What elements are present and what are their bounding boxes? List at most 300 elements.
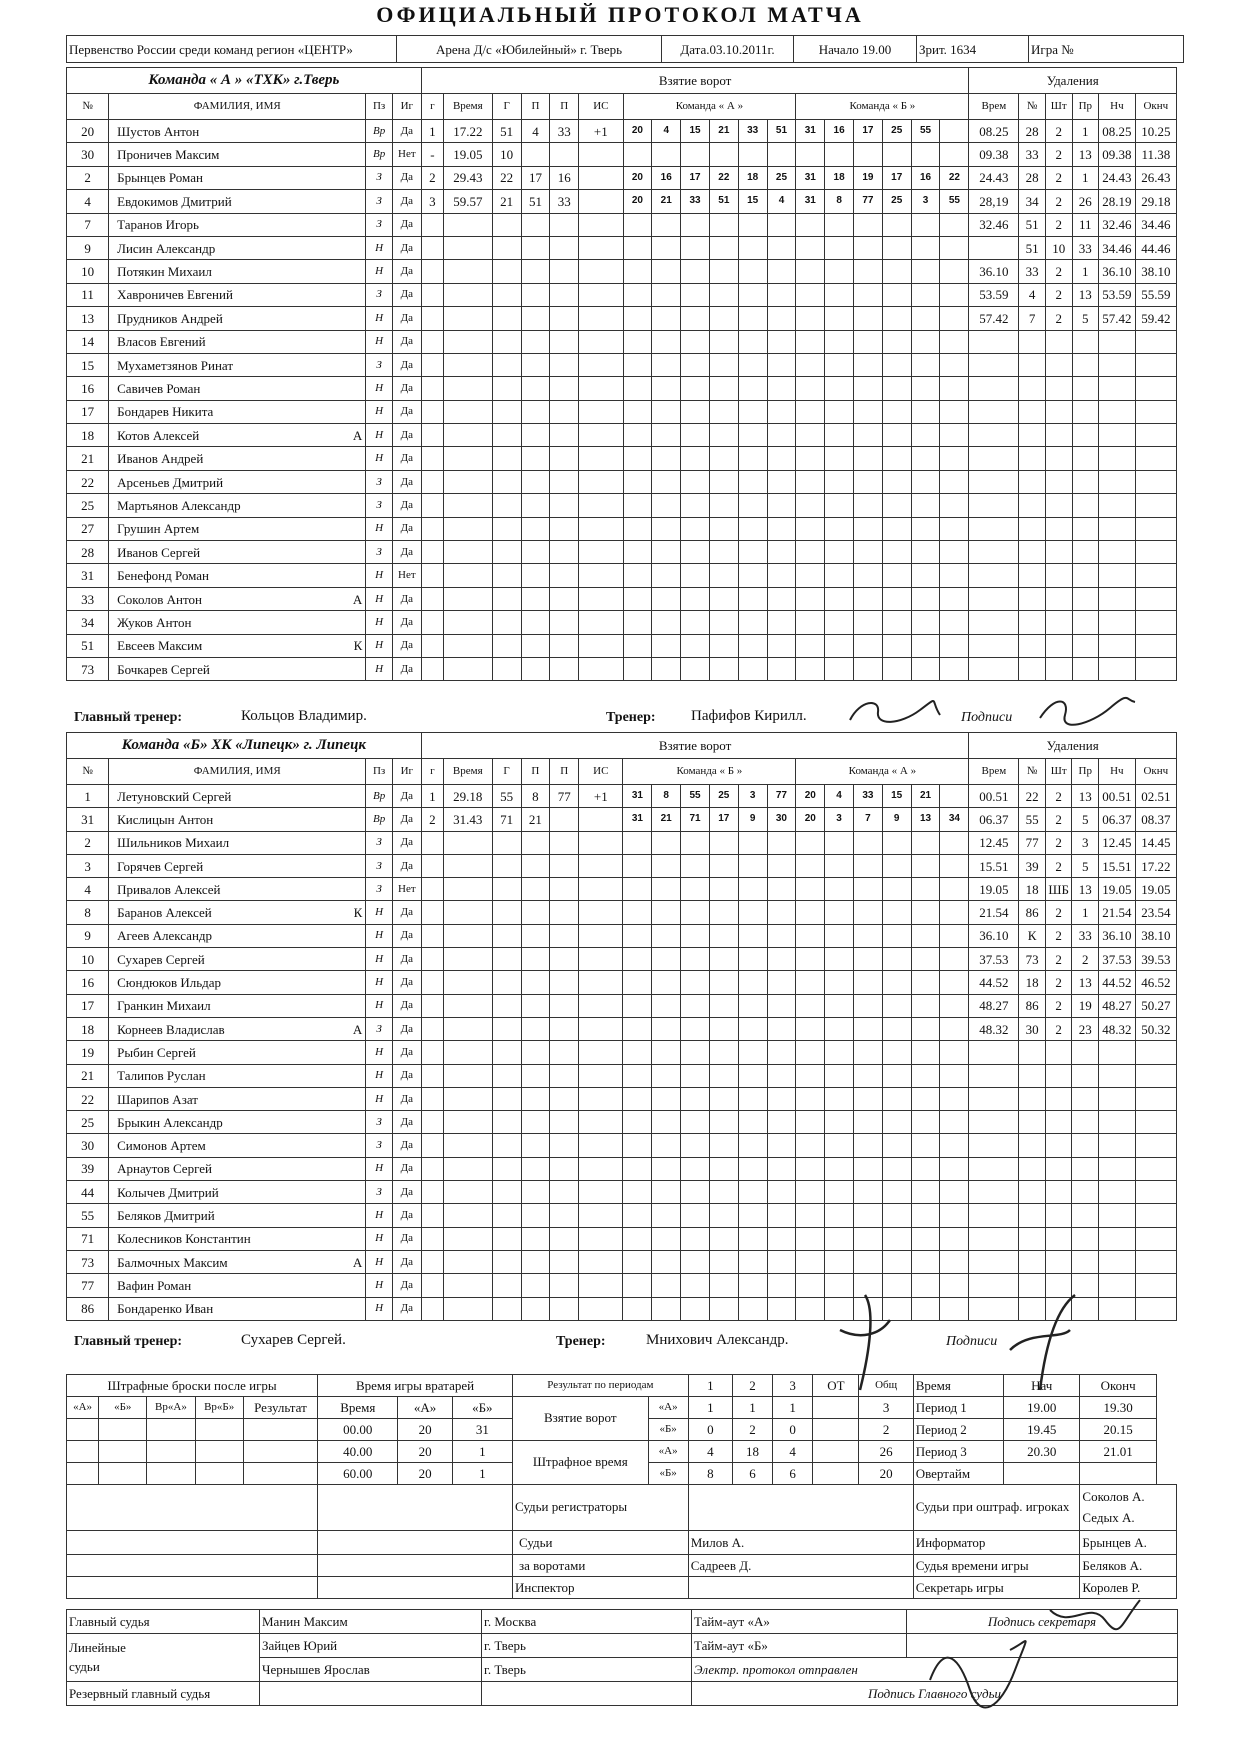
- penalty-cell-empty: [1045, 1157, 1072, 1180]
- goal-cell-empty: [825, 1157, 854, 1180]
- penalty-cell-empty: [969, 1087, 1019, 1110]
- gk-cell: 60.00: [318, 1463, 398, 1485]
- goal-cell-empty: [492, 1017, 521, 1040]
- player-name-cell: [109, 353, 366, 376]
- player-row: [67, 447, 1177, 470]
- penalty-cell-empty: [1019, 1181, 1046, 1204]
- penalty-cell: К: [1019, 924, 1046, 947]
- player-name-cell: [109, 994, 366, 1017]
- goal-cell-empty: [940, 587, 969, 610]
- goal-cell-empty: [623, 307, 652, 330]
- penalty-cell-empty: [1099, 470, 1136, 493]
- goal-cell-empty: [443, 611, 492, 634]
- penalty-cell: 37.53: [969, 948, 1019, 971]
- score-cell: 1: [773, 1397, 813, 1419]
- player-number: 10: [67, 260, 109, 283]
- goal-cell-empty: [940, 470, 969, 493]
- penalty-cell-empty: [1045, 587, 1072, 610]
- player-position: Вр: [366, 120, 393, 143]
- goal-cell-empty: [940, 1250, 969, 1273]
- player-name: Мартьянов Александр: [117, 497, 241, 513]
- penalty-cell: 2: [1045, 948, 1072, 971]
- player-number: 28: [67, 541, 109, 564]
- goal-cell-empty: [911, 1227, 940, 1250]
- goal-scorer: 71: [492, 808, 521, 831]
- player-number: 22: [67, 470, 109, 493]
- goal-cell-empty: [681, 1064, 710, 1087]
- goal-cell-empty: [623, 878, 652, 901]
- goal-cell-empty: [681, 260, 710, 283]
- penalty-cell-empty: [1135, 1157, 1176, 1180]
- player-position: З: [366, 1134, 393, 1157]
- player-row: [67, 353, 1177, 376]
- goal-cell-empty: [550, 400, 579, 423]
- penalty-cell: 33: [1072, 924, 1099, 947]
- on-ice-opp: 16: [825, 120, 854, 143]
- on-ice-opp: 9: [882, 808, 911, 831]
- goal-cell-empty: [853, 924, 882, 947]
- head-coach-label: Главный тренер:: [74, 1334, 183, 1349]
- on-ice-opp: [940, 120, 969, 143]
- player-position: Н: [366, 1087, 393, 1110]
- player-played: Да: [392, 283, 421, 306]
- goal-cell-empty: [681, 494, 710, 517]
- goal-cell-empty: [882, 424, 911, 447]
- goal-cell-empty: [882, 541, 911, 564]
- player-position: Вр: [366, 808, 393, 831]
- penalty-cell-empty: [1045, 657, 1072, 680]
- player-number: 10: [67, 948, 109, 971]
- goal-cell-empty: [681, 517, 710, 540]
- player-name-cell: [109, 236, 366, 259]
- goal-cell-empty: [623, 587, 652, 610]
- gk-header: Время: [318, 1397, 398, 1419]
- goal-cell-empty: [709, 634, 738, 657]
- player-name-cell: [109, 307, 366, 330]
- goal-cell-empty: [521, 307, 550, 330]
- goal-cell-empty: [853, 1134, 882, 1157]
- on-ice-own: 25: [709, 785, 738, 808]
- goal-cell-empty: [652, 283, 681, 306]
- penalty-cell: 2: [1045, 213, 1072, 236]
- penalty-cell-empty: [1019, 1134, 1046, 1157]
- goal-cell-empty: [579, 634, 623, 657]
- goal-judge-1: Милов А.: [688, 1531, 913, 1555]
- goal-cell-empty: [853, 1157, 882, 1180]
- pim-total: 26: [859, 1441, 913, 1463]
- player-played: Да: [392, 854, 421, 877]
- team-label: «Б»: [648, 1419, 688, 1441]
- penalty-cell-empty: [969, 1111, 1019, 1134]
- goal-cell-empty: [796, 260, 825, 283]
- linesmen-label: [67, 1634, 260, 1682]
- goal-cell-empty: [825, 564, 854, 587]
- goal-cell-empty: [911, 831, 940, 854]
- goal-cell-empty: [443, 901, 492, 924]
- penalty-cell: 19: [1072, 994, 1099, 1017]
- goal-cell-empty: [521, 564, 550, 587]
- goal-cell-empty: [825, 213, 854, 236]
- player-played: Да: [392, 330, 421, 353]
- goal-cell-empty: [443, 1111, 492, 1134]
- goal-cell-empty: [709, 948, 738, 971]
- penalty-cell-empty: [1045, 470, 1072, 493]
- goal-cell-empty: [421, 657, 443, 680]
- player-played: Да: [392, 517, 421, 540]
- on-ice-own: 71: [681, 808, 710, 831]
- player-name: Бочкарев Сергей: [117, 661, 210, 677]
- goal-cell-empty: [709, 657, 738, 680]
- on-ice-opp: [940, 143, 969, 166]
- column-header: ИС: [579, 94, 623, 120]
- goal-cell-empty: [443, 1297, 492, 1320]
- player-row: [67, 236, 1177, 259]
- goal-cell-empty: [443, 213, 492, 236]
- goal-cell-empty: [443, 971, 492, 994]
- penalty-cell-empty: [969, 517, 1019, 540]
- goal-cell-empty: [579, 1227, 623, 1250]
- goal-cell-empty: [421, 1064, 443, 1087]
- goal-cell-empty: [492, 1181, 521, 1204]
- goals-title: Взятие ворот: [421, 733, 969, 759]
- goal-scorer: 22: [492, 166, 521, 189]
- penalty-cell-empty: [969, 564, 1019, 587]
- goal-cell-empty: [767, 1017, 796, 1040]
- player-position: Н: [366, 447, 393, 470]
- goal-cell-empty: [709, 611, 738, 634]
- goal-cell-empty: [767, 213, 796, 236]
- goal-cell-empty: [421, 564, 443, 587]
- goal-cell-empty: [521, 353, 550, 376]
- goal-cell-empty: [492, 260, 521, 283]
- goal-cell-empty: [940, 1064, 969, 1087]
- goal-cell-empty: [738, 1017, 767, 1040]
- goal-cell-empty: [443, 353, 492, 376]
- on-ice-own: 20: [623, 190, 652, 213]
- penalty-cell-empty: [1099, 1134, 1136, 1157]
- goal-cell-empty: [681, 377, 710, 400]
- penalty-cell: 51: [1019, 213, 1046, 236]
- penalty-cell-empty: [1072, 517, 1099, 540]
- player-role: А: [352, 427, 363, 443]
- goal-cell-empty: [652, 657, 681, 680]
- penalty-cell: 13: [1072, 143, 1099, 166]
- penalty-header: Нч: [1099, 94, 1136, 120]
- goal-cell-empty: [652, 447, 681, 470]
- goal-cell-empty: [421, 1111, 443, 1134]
- goal-cell-empty: [681, 1181, 710, 1204]
- player-played: Да: [392, 1064, 421, 1087]
- goal-cell-empty: [940, 1111, 969, 1134]
- goal-cell-empty: [681, 541, 710, 564]
- goal-cell-empty: [767, 1250, 796, 1273]
- goal-cell-empty: [421, 878, 443, 901]
- tournament: Первенство России среди команд регион «ЦЕНТР»: [67, 36, 397, 63]
- goal-cell-empty: [796, 948, 825, 971]
- penalty-cell-empty: [1045, 1227, 1072, 1250]
- goal-cell-empty: [550, 470, 579, 493]
- goal-cell-empty: [623, 657, 652, 680]
- goal-cell-empty: [521, 1204, 550, 1227]
- player-number: 31: [67, 564, 109, 587]
- penalty-cell-empty: [1099, 587, 1136, 610]
- goal-cell-empty: [882, 657, 911, 680]
- penalty-cell: 48.32: [969, 1017, 1019, 1040]
- player-position: Н: [366, 1041, 393, 1064]
- goal-cell-empty: [652, 1111, 681, 1134]
- time-header: Оконч: [1080, 1375, 1156, 1397]
- player-number: 25: [67, 494, 109, 517]
- goal-cell-empty: [911, 657, 940, 680]
- goal-cell-empty: [443, 400, 492, 423]
- column-header: Г: [492, 759, 521, 785]
- on-ice-own: 21: [652, 190, 681, 213]
- goal-cell-empty: [854, 611, 883, 634]
- goal-cell-empty: [681, 971, 710, 994]
- goal-cell-empty: [521, 948, 550, 971]
- goal-cell-empty: [623, 1250, 652, 1273]
- coach-name: Пафифов Кирилл.: [691, 708, 807, 724]
- penalties-title: Удаления: [969, 68, 1177, 94]
- player-row: [67, 878, 1177, 901]
- player-name-cell: [109, 400, 366, 423]
- penalty-cell-empty: [1045, 1087, 1072, 1110]
- penalty-cell: 09.38: [969, 143, 1019, 166]
- goal-cell-empty: [940, 213, 969, 236]
- goal-cell-empty: [709, 924, 738, 947]
- periods-title: Результат по периодам: [512, 1375, 688, 1397]
- goal-cell-empty: [825, 260, 854, 283]
- goal-cell-empty: [443, 1157, 492, 1180]
- gk-header: «А»: [398, 1397, 452, 1419]
- goal-cell-empty: [709, 517, 738, 540]
- goal-cell-empty: [579, 924, 623, 947]
- goal-cell-empty: [796, 517, 825, 540]
- penalty-cell: 46.52: [1135, 971, 1176, 994]
- goal-cell-empty: [882, 971, 911, 994]
- goal-cell-empty: [443, 587, 492, 610]
- player-played: Да: [392, 1087, 421, 1110]
- player-name: Савичев Роман: [117, 380, 201, 396]
- player-position: Н: [366, 564, 393, 587]
- secretary-label: Секретарь игры: [913, 1577, 1080, 1599]
- goal-cell-empty: [521, 924, 550, 947]
- pim-total: 20: [859, 1463, 913, 1485]
- player-number: 77: [67, 1274, 109, 1297]
- team-b-signatures: [800, 1290, 1100, 1400]
- player-row: [67, 1111, 1177, 1134]
- goal-cell-empty: [579, 400, 623, 423]
- goal-cell-empty: [796, 657, 825, 680]
- goal-cell-empty: [825, 494, 854, 517]
- penalty-cell-empty: [969, 494, 1019, 517]
- on-ice-opp: 13: [911, 808, 940, 831]
- penalty-cell: 17.22: [1135, 854, 1176, 877]
- goal-cell-empty: [443, 517, 492, 540]
- goal-cell-empty: [521, 831, 550, 854]
- goal-cell-empty: [911, 994, 940, 1017]
- goal-cell-empty: [709, 470, 738, 493]
- goal-cell-empty: [579, 1250, 623, 1273]
- penalty-header: Шт: [1045, 94, 1072, 120]
- goal-cell-empty: [443, 564, 492, 587]
- goal-cell-empty: [882, 1111, 911, 1134]
- player-number: 8: [67, 901, 109, 924]
- goal-cell-empty: [882, 831, 911, 854]
- gk-cell: 1: [452, 1441, 512, 1463]
- player-position: З: [366, 213, 393, 236]
- goal-cell-empty: [681, 831, 710, 854]
- secretary: Королев Р.: [1080, 1577, 1177, 1599]
- player-number: 4: [67, 190, 109, 213]
- goal-cell-empty: [796, 924, 825, 947]
- goal-cell-empty: [882, 634, 911, 657]
- player-name: Балмочных Максим: [117, 1254, 228, 1270]
- player-name-cell: [109, 166, 366, 189]
- penalty-cell: 38.10: [1135, 924, 1176, 947]
- penalty-cell: 11: [1072, 213, 1099, 236]
- player-name-cell: [109, 260, 366, 283]
- penalty-cell-empty: [1045, 377, 1072, 400]
- goal-cell-empty: [738, 470, 767, 493]
- goal-cell-empty: [681, 634, 710, 657]
- shootout-header: «Б»: [99, 1397, 147, 1419]
- goal-cell-empty: [940, 541, 969, 564]
- linesman-1-city: г. Тверь: [482, 1634, 692, 1658]
- on-ice-opp: [854, 143, 883, 166]
- goal-cell-empty: [853, 994, 882, 1017]
- team-title: Команда «Б» ХК «Липецк» г. Липецк: [67, 733, 422, 759]
- goal-cell-empty: [443, 1204, 492, 1227]
- penalty-cell-empty: [1135, 1204, 1176, 1227]
- goal-cell-empty: [492, 1204, 521, 1227]
- player-name-cell: [109, 1041, 366, 1064]
- player-position: З: [366, 353, 393, 376]
- reserve-referee-label: Резервный главный судья: [67, 1682, 260, 1706]
- period-start: 19.45: [1004, 1419, 1080, 1441]
- goal-cell-empty: [911, 213, 940, 236]
- penalty-cell-empty: [1045, 564, 1072, 587]
- goal-cell-empty: [854, 564, 883, 587]
- penalty-cell-empty: [1135, 1064, 1176, 1087]
- player-name: Лисин Александр: [117, 240, 216, 256]
- column-header: Иг: [392, 94, 421, 120]
- goal-cell-empty: [940, 353, 969, 376]
- penalty-cell: 5: [1072, 854, 1099, 877]
- goal-cell-empty: [940, 831, 969, 854]
- penalty-header: Нч: [1099, 759, 1136, 785]
- goal-cell-empty: [492, 1157, 521, 1180]
- goal-cell-empty: [767, 948, 796, 971]
- goal-cell-empty: [421, 634, 443, 657]
- player-name: Колычев Дмитрий: [117, 1184, 219, 1200]
- goal-cell-empty: [550, 236, 579, 259]
- player-name: Мухаметзянов Ринат: [117, 357, 234, 373]
- on-ice-own: 17: [709, 808, 738, 831]
- goal-cell-empty: [882, 948, 911, 971]
- player-position: Н: [366, 994, 393, 1017]
- player-number: 19: [67, 1041, 109, 1064]
- player-number: 11: [67, 283, 109, 306]
- goal-cell-empty: [443, 330, 492, 353]
- on-ice-opp: [940, 785, 969, 808]
- goal-cell-empty: [940, 1181, 969, 1204]
- goal-cell-empty: [550, 1250, 579, 1273]
- goal-cell-empty: [652, 213, 681, 236]
- goal-cell-empty: [767, 1181, 796, 1204]
- player-position: З: [366, 854, 393, 877]
- penalty-cell: 53.59: [1099, 283, 1136, 306]
- penalty-cell: 77: [1019, 831, 1046, 854]
- penalty-cell: 50.27: [1135, 994, 1176, 1017]
- player-row: [67, 283, 1177, 306]
- goal-cell-empty: [767, 1204, 796, 1227]
- goal-cell-empty: [853, 1204, 882, 1227]
- goal-cell-empty: [492, 517, 521, 540]
- goal-cell-empty: [911, 971, 940, 994]
- player-played: Да: [392, 587, 421, 610]
- player-position: Н: [366, 400, 393, 423]
- player-row: [67, 611, 1177, 634]
- goal-cell-empty: [767, 260, 796, 283]
- player-played: Да: [392, 611, 421, 634]
- goal-cell-empty: [940, 236, 969, 259]
- penalty-cell-empty: [1099, 1297, 1136, 1320]
- player-number: 22: [67, 1087, 109, 1110]
- goal-cell-empty: [796, 470, 825, 493]
- goal-cell-empty: [492, 1087, 521, 1110]
- penalty-cell-empty: [969, 1181, 1019, 1204]
- goal-cell-empty: [550, 657, 579, 680]
- player-name: Брынцев Роман: [117, 170, 203, 186]
- player-name: Бондарев Никита: [117, 404, 214, 420]
- player-name-cell: [109, 190, 366, 213]
- on-ice-own: 31: [623, 808, 652, 831]
- pim-cell: 4: [688, 1441, 732, 1463]
- goal-cell-empty: [825, 1181, 854, 1204]
- goal-cell-empty: [882, 494, 911, 517]
- goal-time: 59.57: [443, 190, 492, 213]
- player-name: Проничев Максим: [117, 147, 220, 163]
- goal-cell-empty: [911, 330, 940, 353]
- penalty-cell-empty: [1072, 400, 1099, 423]
- goal-cell-empty: [579, 236, 623, 259]
- penalty-cell-empty: [1072, 1111, 1099, 1134]
- informator: Брынцев А.: [1080, 1531, 1177, 1555]
- goal-cell-empty: [681, 330, 710, 353]
- goal-cell-empty: [882, 611, 911, 634]
- penalty-cell-empty: [1072, 611, 1099, 634]
- score-cell: 2: [732, 1419, 772, 1441]
- goal-cell-empty: [709, 1064, 738, 1087]
- shootout-header: Вр«А»: [147, 1397, 195, 1419]
- goal-cell-empty: [738, 377, 767, 400]
- goal-cell-empty: [421, 330, 443, 353]
- goal-cell-empty: [796, 1250, 825, 1273]
- goal-cell-empty: [911, 353, 940, 376]
- goals-title: Взятие ворот: [421, 68, 969, 94]
- goal-cell-empty: [854, 353, 883, 376]
- player-name-cell: [109, 494, 366, 517]
- goal-cell-empty: [652, 494, 681, 517]
- goal-cell-empty: [550, 1274, 579, 1297]
- goal-cell-empty: [550, 424, 579, 447]
- penalty-cell-empty: [1045, 541, 1072, 564]
- goal-cell-empty: [854, 634, 883, 657]
- on-ice-opp: 18: [825, 166, 854, 189]
- penalty-cell-empty: [1135, 634, 1176, 657]
- penalty-cell-empty: [1135, 1134, 1176, 1157]
